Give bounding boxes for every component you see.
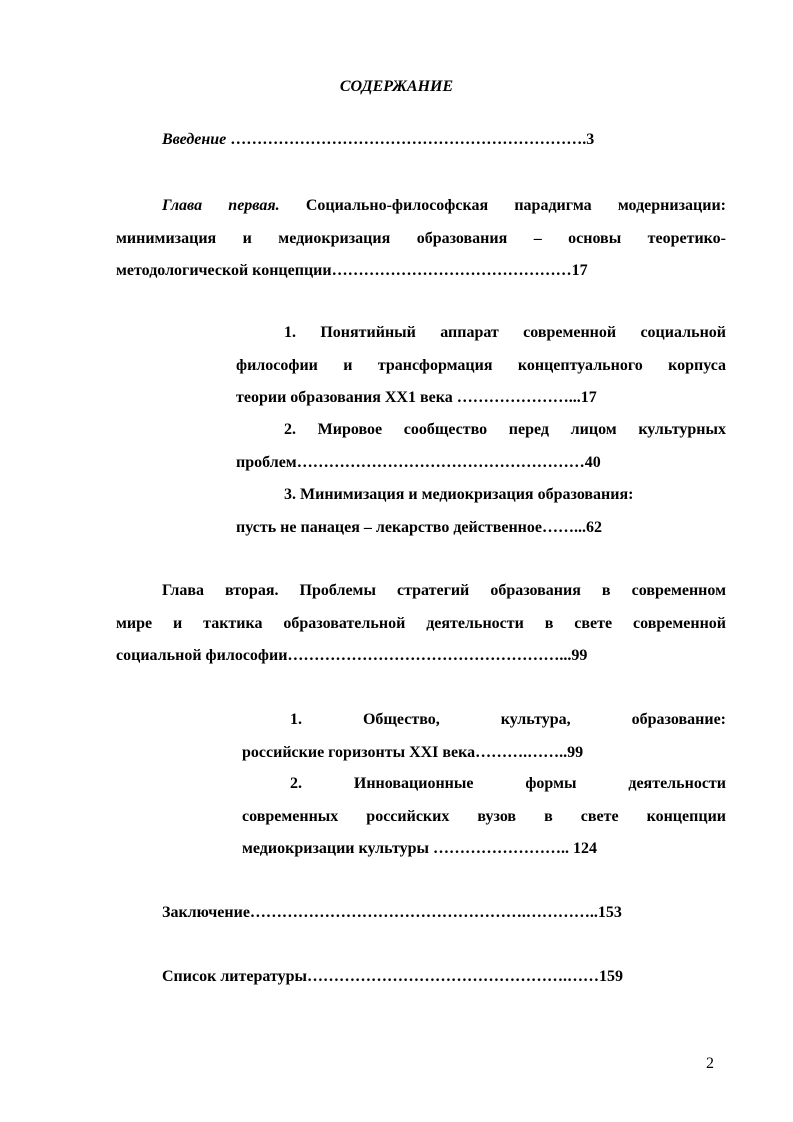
chapter-1-label: Глава первая. xyxy=(162,197,280,214)
section-1-3-line-2: пусть не панацея – лекарство действенное……...62 xyxy=(236,518,602,536)
section-2-2-line-1: 2. Инновационные формы деятельности xyxy=(290,775,726,792)
section-2-2-line-2: современных российских вузов в свете концепции xyxy=(242,807,726,825)
toc-entry-section-1-3 xyxy=(236,479,726,544)
toc-entry-introduction-label: Введение xyxy=(162,131,227,148)
toc-entry-chapter-2 xyxy=(116,575,726,673)
section-1-1-line-2: философии и трансформация концептуального корпуса xyxy=(236,356,726,374)
section-2-1-line-2: российские горизонты XXI века……….……..99 xyxy=(242,743,584,761)
chapter-1-title-line-1: Социально-философская парадигма модернизации: xyxy=(305,197,727,214)
page-title: СОДЕРЖАНИЕ xyxy=(339,78,454,95)
chapter-2-title-line-1: Глава вторая. Проблемы стратегий образования в современном xyxy=(162,582,726,599)
toc-entry-section-1-2 xyxy=(236,414,726,479)
chapter-1-title-line-2: минимизация и медиокризация образования – основы теоретико- xyxy=(116,229,726,247)
toc-entry-section-2-1 xyxy=(242,704,726,769)
section-1-2-line-1: 2. Мировое сообщество перед лицом культурных xyxy=(284,421,726,438)
section-1-2-line-2: проблем………………………………………………40 xyxy=(236,453,601,471)
toc-entry-introduction-leader: ………………………………………………………… xyxy=(226,131,583,148)
section-1-3-line-1: 3. Минимизация и медиокризация образования: xyxy=(284,486,634,503)
bibliography-text: Список литературы………………………………………….……159 xyxy=(162,968,623,985)
page-number: 2 xyxy=(706,1055,714,1072)
chapter-2-title-line-3: социальной философии……………………………………………...99 xyxy=(116,647,588,664)
section-1-1-line-3: теории образования XX1 века …………………...17 xyxy=(236,389,597,406)
toc-entry-section-2-2 xyxy=(242,768,726,866)
chapter-1-title-line-3: методологической концепции………………………………………17 xyxy=(116,262,588,279)
toc-entry-bibliography xyxy=(162,961,682,994)
toc-entry-section-1-1 xyxy=(236,317,726,415)
section-2-2-line-3: медиокризации культуры …………………….. 124 xyxy=(242,840,597,857)
toc-entry-conclusion xyxy=(162,897,682,930)
section-2-1-line-1: 1. Общество, культура, образование: xyxy=(290,711,726,728)
chapter-2-title-line-2: мире и тактика образовательной деятельности в свете современной xyxy=(116,614,726,632)
toc-entry-chapter-1 xyxy=(116,190,726,288)
section-1-1-line-1: 1. Понятийный аппарат современной социальной xyxy=(284,324,726,341)
conclusion-text: Заключение…………………………………………….…………..153 xyxy=(162,904,622,921)
toc-entry-introduction-page: .3 xyxy=(582,131,595,148)
toc-entry-introduction xyxy=(162,124,672,157)
